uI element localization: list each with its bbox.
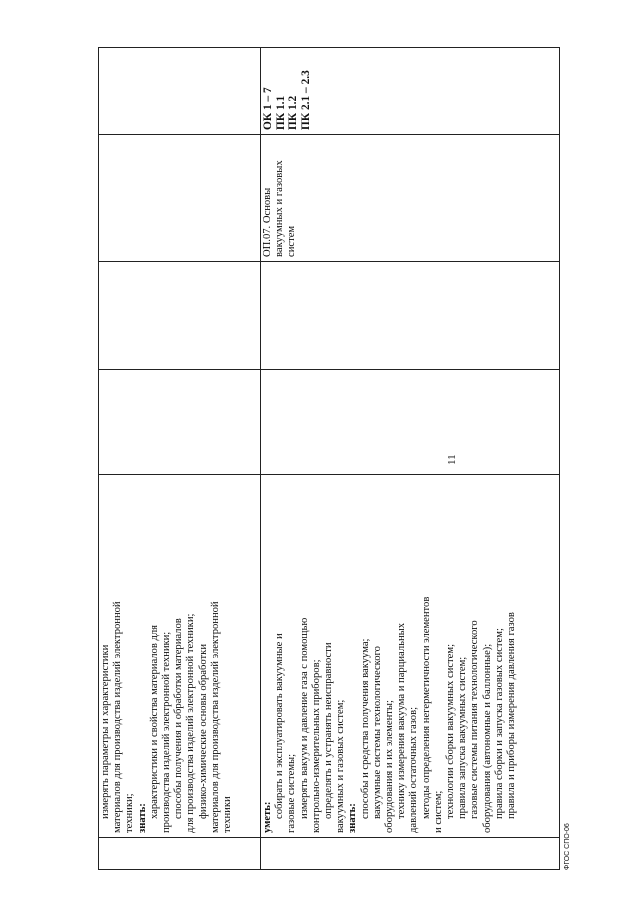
text-line: давлений остаточных газов;: [408, 706, 420, 833]
text-line: характеристики и свойства материалов для: [148, 624, 160, 819]
text-line: вакуумных и газовых систем;: [335, 699, 347, 833]
table-row: [261, 48, 560, 870]
text-line: газовые системы питания технологического: [469, 620, 481, 819]
competency-code: ПК 2.1 – 2.3: [299, 70, 312, 130]
text-line: и систем;: [432, 790, 444, 833]
text-line: техники: [222, 796, 234, 833]
empty-cell: [99, 838, 261, 870]
empty-cell: [99, 262, 261, 370]
rotated-page: [44, 28, 589, 870]
text-line: правила и приборы измерения давления газов: [506, 612, 518, 819]
text-line: техники;: [124, 793, 136, 833]
text-line: вакуумные системы технологического: [371, 646, 383, 819]
text-line: правила запуска вакуумных систем;: [457, 656, 469, 819]
text-line: оборудования и их элементы;: [384, 700, 396, 833]
text-line: физико-химические основы обработки: [197, 644, 209, 819]
empty-cell: [261, 838, 560, 870]
skills-cell: [261, 475, 560, 838]
empty-cell: [99, 135, 261, 262]
text-line: технологии сборки вакуумных систем;: [445, 643, 457, 819]
section-heading: уметь:: [262, 801, 273, 833]
competency-table: [98, 47, 560, 870]
text-line: измерять параметры и характеристики: [100, 644, 111, 819]
discipline-name: ОП.07. Основы вакуумных и газовых систем: [262, 160, 298, 257]
text-line: контрольно-измерительных приборов;: [310, 659, 322, 833]
competency-code: ОК 1 – 7: [262, 87, 274, 130]
text-line: производства изделий электронной техники;: [161, 631, 173, 833]
table-row: [99, 48, 261, 870]
text-line: правила сборки и запуска газовых систем;: [493, 628, 505, 819]
text-line: материалов для производства изделий электронной: [112, 601, 124, 833]
empty-cell: [261, 370, 560, 475]
empty-cell: [261, 262, 560, 370]
section-heading: знать:: [136, 803, 148, 833]
text-line: измерять вакуум и давление газа с помощью: [298, 617, 310, 819]
text-line: методы определения негерметичности элементов: [420, 596, 432, 819]
competency-code: ПК 1.2: [287, 95, 300, 130]
text-line: оборудования (автономные и баллонные);: [481, 643, 493, 833]
text-line: определять и устранять неисправности: [323, 642, 335, 819]
text-line: материалов для производства изделий электронной: [209, 601, 221, 833]
empty-cell: [99, 370, 261, 475]
competency-code: ПК 1.1: [274, 95, 287, 130]
competency-codes-cell: [261, 48, 560, 135]
footer-code: ФГОС СПО-06: [564, 823, 571, 870]
text-line: способы и средства получения вакуума;: [359, 638, 371, 819]
text-line: собирать и эксплуатировать вакуумные и: [274, 633, 286, 819]
text-line: газовые системы;: [286, 753, 298, 833]
skills-cell: [99, 475, 261, 838]
text-line: способы получения и обработки материалов: [173, 618, 185, 819]
discipline-cell: [261, 135, 560, 262]
empty-cell: [99, 48, 261, 135]
section-heading: знать:: [347, 803, 359, 833]
text-line: технику измерения вакуума и парциальных: [396, 622, 408, 819]
text-line: для производства изделий электронной техники;: [185, 613, 197, 833]
page-number: 11: [446, 454, 458, 465]
